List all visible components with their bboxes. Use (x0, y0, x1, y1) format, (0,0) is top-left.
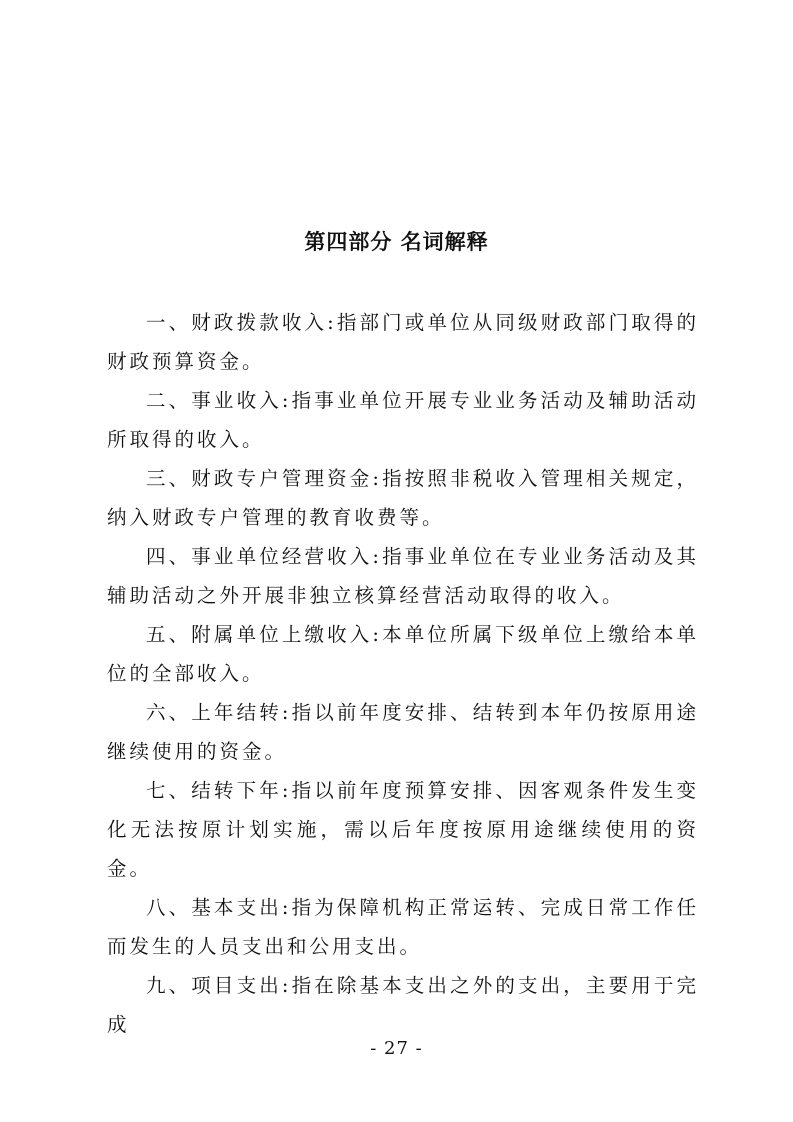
definition-paragraph: 九、项目支出:指在除基本支出之外的支出，主要用于完成 (107, 974, 699, 1036)
definition-paragraph: 四、事业单位经营收入:指事业单位在专业业务活动及其辅助活动之外开展非独立核算经营活动取得的收入。 (107, 545, 699, 607)
definition-paragraph: 八、基本支出:指为保障机构正常运转、完成日常工作任而发生的人员支出和公用支出。 (107, 896, 699, 958)
page-number: - 27 - (370, 1038, 423, 1059)
definition-paragraph: 二、事业收入:指事业单位开展专业业务活动及辅助活动所取得的收入。 (107, 389, 699, 451)
definition-paragraph: 三、财政专户管理资金:指按照非税收入管理相关规定，纳入财政专户管理的教育收费等。 (107, 467, 699, 529)
definition-paragraph: 一、财政拨款收入:指部门或单位从同级财政部门取得的财政预算资金。 (107, 311, 699, 373)
section-title: 第四部分 名词解释 (304, 230, 489, 254)
definitions-body (107, 303, 699, 1044)
definition-paragraph: 七、结转下年:指以前年度预算安排、因客观条件发生变化无法按原计划实施，需以后年度按原用途继续使用的资金。 (107, 779, 699, 880)
definition-paragraph: 六、上年结转:指以前年度安排、结转到本年仍按原用途继续使用的资金。 (107, 701, 699, 763)
definition-paragraph: 五、附属单位上缴收入:本单位所属下级单位上缴给本单位的全部收入。 (107, 623, 699, 685)
